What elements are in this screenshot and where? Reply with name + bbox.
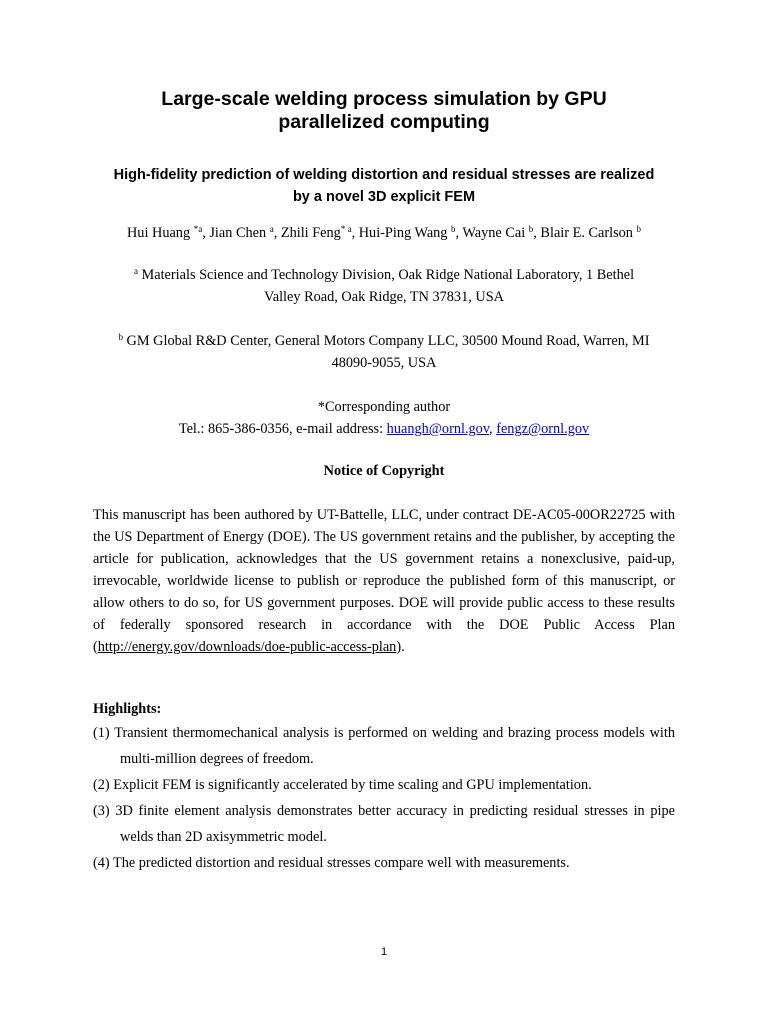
doe-access-plan-link[interactable]: http://energy.gov/downloads/doe-public-access-plan bbox=[97, 639, 397, 655]
author-affiliation-mark: a bbox=[269, 224, 274, 234]
affiliation-b bbox=[93, 330, 675, 374]
page-content bbox=[93, 88, 675, 876]
author: , Blair E. Carlson bbox=[533, 225, 637, 241]
author-affiliation-mark: *a bbox=[193, 224, 203, 234]
highlights-heading: Highlights: bbox=[93, 701, 162, 717]
contact-prefix: Tel.: 865-386-0356, e-mail address: bbox=[178, 421, 387, 437]
highlight-item: (1) Transient thermomechanical analysis is performed on welding and brazing process models with multi-million degrees of freedom. bbox=[93, 725, 675, 767]
copyright-heading: Notice of Copyright bbox=[323, 463, 445, 479]
email-link-huangh[interactable]: huangh@ornl.gov bbox=[386, 421, 490, 437]
author-list bbox=[93, 222, 675, 244]
url-open-paren: ( bbox=[93, 639, 98, 655]
highlight-item: (3) 3D finite element analysis demonstrates better accuracy in predicting residual stresses in pipe welds than 2D axisymmetric model. bbox=[93, 803, 675, 845]
author: , Zhili Feng bbox=[273, 225, 341, 241]
corresponding-author-label: *Corresponding author bbox=[317, 399, 451, 415]
author: Hui Huang bbox=[126, 225, 194, 241]
subtitle-line-2: by a novel 3D explicit FEM bbox=[292, 189, 476, 205]
author-affiliation-mark: b bbox=[528, 224, 534, 234]
author-affiliation-mark: b bbox=[636, 224, 642, 234]
affiliation-line-1: GM Global R&D Center, General Motors Company LLC, 30500 Mound Road, Warren, MI bbox=[122, 333, 650, 349]
affiliation-a bbox=[93, 264, 675, 308]
email-separator: , bbox=[489, 421, 497, 437]
highlight-item: (4) The predicted distortion and residual stresses compare well with measurements. bbox=[93, 855, 570, 871]
page-number: 1 bbox=[380, 946, 388, 958]
title-line-2: parallelized computing bbox=[278, 111, 490, 133]
author: , Wayne Cai bbox=[455, 225, 529, 241]
email-link-fengz[interactable]: fengz@ornl.gov bbox=[496, 421, 590, 437]
author-affiliation-mark: b bbox=[451, 224, 456, 234]
paper-subtitle bbox=[93, 164, 675, 208]
highlights-list bbox=[93, 720, 675, 876]
corresponding-author bbox=[93, 396, 675, 440]
title-line-1: Large-scale welding process simulation by GPU bbox=[161, 88, 607, 110]
author-affiliation-mark: * a bbox=[340, 224, 352, 234]
author: , Jian Chen bbox=[202, 225, 270, 241]
affiliation-line-1: Materials Science and Technology Division, Oak Ridge National Laboratory, 1 Bethel bbox=[137, 267, 635, 283]
copyright-notice bbox=[93, 504, 675, 658]
affiliation-mark: b bbox=[118, 332, 123, 342]
highlight-item: (2) Explicit FEM is significantly accelerated by time scaling and GPU implementation. bbox=[93, 777, 592, 793]
copyright-body: This manuscript has been authored by UT-Battelle, LLC, under contract DE-AC05-00OR22725 with the US Department of Energy (DOE). The US government retains and the publisher, by accepting the article for publication, acknowledges that the US government retains a nonexclusive, paid-up, irrevocable, worldwide license to publish or reproduce the published form of this manuscript, or allow others to do so, for US government purposes. DOE will provide public access to these results of federally sponsored research in accordance with the DOE Public Access Plan bbox=[93, 507, 675, 633]
subtitle-line-1: High-fidelity prediction of welding distortion and residual stresses are realized bbox=[113, 167, 655, 183]
affiliation-mark: a bbox=[133, 266, 138, 276]
affiliation-line-2: Valley Road, Oak Ridge, TN 37831, USA bbox=[264, 289, 504, 305]
author: , Hui-Ping Wang bbox=[351, 225, 452, 241]
paper-title bbox=[93, 88, 675, 134]
affiliation-line-2: 48090-9055, USA bbox=[331, 355, 437, 371]
url-close-paren: ). bbox=[396, 639, 405, 655]
